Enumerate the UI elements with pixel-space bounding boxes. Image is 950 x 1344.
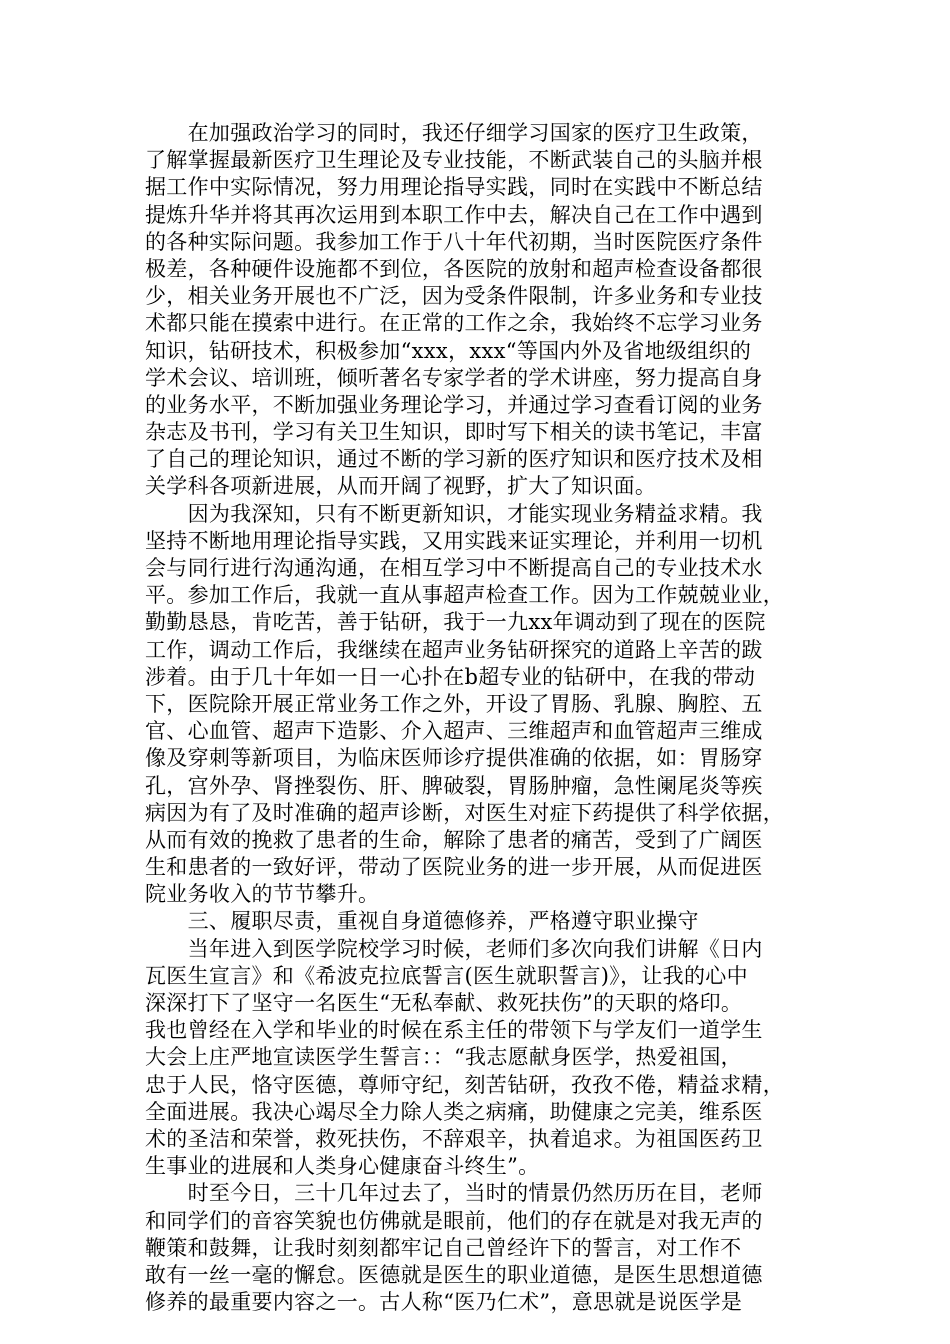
text-line: 据工作中实际情况，努力用理论指导实践，同时在实践中不断总结 [145, 175, 763, 200]
text-line: 术的圣洁和荣誉，救死扶伤，不辞艰辛，执着追求。为祖国医药卫 [145, 1126, 763, 1151]
text-line: 时至今日，三十几年过去了，当时的情景仍然历历在目，老师 [145, 1181, 763, 1206]
text-line: 像及穿刺等新项目，为临床医师诊疗提供准确的依据，如：胃肠穿 [145, 746, 763, 771]
text-line: 了解掌握最新医疗卫生理论及专业技能，不断武装自己的头脑并根 [145, 148, 763, 173]
text-line: 坚持不断地用理论指导实践，又用实践来证实理论，并利用一切机 [145, 528, 763, 553]
text-line: 院业务收入的节节攀升。 [145, 882, 380, 907]
text-line: 修养的最重要内容之一。古人称“医乃仁术”，意思就是说医学是 [145, 1290, 743, 1315]
body-text [145, 120, 815, 1316]
text-line: 提炼升华并将其再次运用到本职工作中去，解决自己在工作中遇到 [145, 202, 763, 227]
text-line: 关学科各项新进展，从而开阔了视野，扩大了知识面。 [145, 474, 657, 499]
text-line: 和同学们的音容笑貌也仿佛就是眼前，他们的存在就是对我无声的 [145, 1208, 763, 1233]
text-line: 工作，调动工作后，我继续在超声业务钻研探究的道路上辛苦的跋 [145, 637, 763, 662]
text-line: 大会上庄严地宣读医学生誓言：：“我志愿献身医学，热爱祖国， [145, 1045, 742, 1070]
text-line: 孔，宫外孕、肾挫裂伤、肝、脾破裂，胃肠肿瘤，急性阑尾炎等疾 [145, 773, 763, 798]
text-line: 因为我深知，只有不断更新知识，才能实现业务精益求精。我 [145, 501, 763, 526]
text-line: 勤勤恳恳，肯吃苦，善于钻研，我于一九xx年调动到了现在的医院 [145, 610, 766, 635]
text-line: 当年进入到医学院校学习时候，老师们多次向我们讲解《日内 [145, 936, 763, 961]
text-line: 深深打下了坚守一名医生“无私奉献、救死扶伤”的天职的烙印。 [145, 991, 743, 1015]
text-line: 杂志及书刊，学习有关卫生知识，即时写下相关的读书笔记，丰富 [145, 420, 763, 445]
text-line: 全面进展。我决心竭尽全力除人类之病痛，助健康之完美，维系医 [145, 1099, 763, 1124]
text-line: 鞭策和鼓舞，让我时刻刻都牢记自己曾经许下的誓言，对工作不 [145, 1235, 742, 1260]
text-line: 了自己的理论知识，通过不断的学习新的医疗知识和医疗技术及相 [145, 447, 763, 472]
text-line: 术都只能在摸索中进行。在正常的工作之余，我始终不忘学习业务 [145, 311, 763, 336]
text-line: 生事业的进展和人类身心健康奋斗终生”。 [145, 1154, 540, 1179]
text-line: 涉着。由于几十年如一日一心扑在b超专业的钻研中，在我的带动 [145, 664, 756, 689]
text-line: 忠于人民，恪守医德，尊师守纪，刻苦钻研，孜孜不倦，精益求精， [145, 1072, 784, 1097]
text-line: 官、心血管、超声下造影、介入超声、三维超声和血管超声三维成 [145, 719, 763, 744]
text-line: 的各种实际问题。我参加工作于八十年代初期，当时医院医疗条件 [145, 229, 763, 254]
section-heading: 三、履职尽责，重视自身道德修养，严格遵守职业操守 [145, 909, 699, 934]
text-line: 敢有一丝一毫的懈怠。医德就是医生的职业道德，是医生思想道德 [145, 1262, 763, 1287]
text-line: 从而有效的挽救了患者的生命，解除了患者的痛苦，受到了广阔医 [145, 827, 763, 852]
text-line: 会与同行进行沟通沟通，在相互学习中不断提高自己的专业技术水 [145, 556, 763, 580]
text-line: 学术会议、培训班，倾听著名专家学者的学术讲座，努力提高自身 [145, 365, 763, 390]
text-line: 在加强政治学习的同时，我还仔细学习国家的医疗卫生政策， [145, 121, 763, 145]
text-line: 知识，钻研技术，积极参加“xxx，xxx“等国内外及省地级组织的 [145, 338, 752, 363]
text-line: 瓦医生宣言》和《希波克拉底誓言(医生就职誓言)》，让我的心中 [145, 963, 748, 988]
text-line: 的业务水平，不断加强业务理论学习，并通过学习查看订阅的业务 [145, 392, 763, 417]
text-line: 少，相关业务开展也不广泛，因为受条件限制，许多业务和专业技 [145, 284, 763, 309]
text-line: 下，医院除开展正常业务工作之外，开设了胃肠、乳腺、胸腔、五 [145, 691, 763, 716]
text-line: 极差，各种硬件设施都不到位，各医院的放射和超声检查设备都很 [145, 256, 763, 281]
text-line: 生和患者的一致好评，带动了医院业务的进一步开展，从而促进医 [145, 855, 763, 880]
text-line: 平。参加工作后，我就一直从事超声检查工作。因为工作兢兢业业， [145, 583, 784, 608]
text-line: 病因为有了及时准确的超声诊断，对医生对症下药提供了科学依据， [145, 800, 784, 825]
text-line: 我也曾经在入学和毕业的时候在系主任的带领下与学友们一道学生 [145, 1018, 763, 1043]
